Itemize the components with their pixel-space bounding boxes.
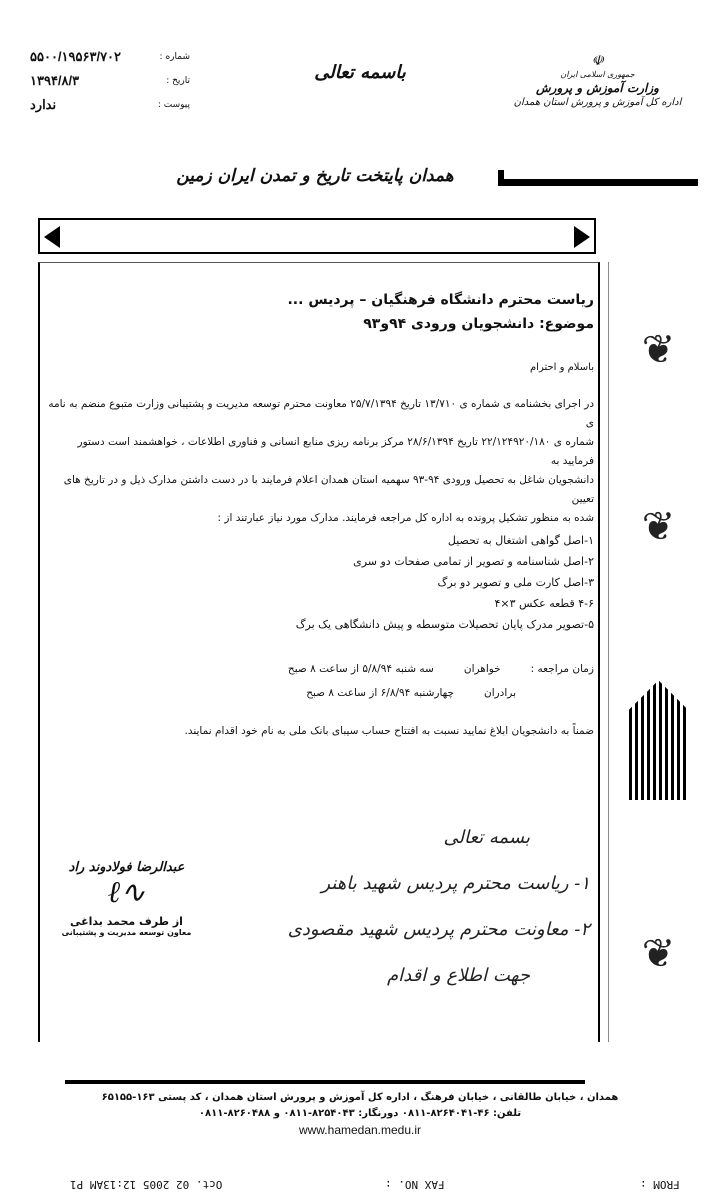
address: همدان ، خیابان طالقانی ، خیابان فرهنگ ، اداره کل آموزش و پرورش استان همدان ، کد پستی ۱۶۳-۶۵۱۵۵ [101,1092,619,1103]
handwritten-line: بسمه تعالی [443,827,530,848]
fax-number: FAX NO. : [385,1178,445,1191]
arrow-right-icon [574,226,590,248]
footer [20,1090,700,1138]
header-bar [498,170,698,186]
letter-meta [30,45,190,117]
list-item: ۴-۶ قطعه عکس ۳×۴ [494,597,594,610]
website-link[interactable]: www.hamedan.medu.ir [298,1123,422,1137]
handwritten-line: ۲- معاونت محترم پردیس شهید مقصودی [287,919,590,940]
emblem-icon: ☫ [591,53,604,69]
date-label: تاریخ : [166,76,190,86]
handwritten-referral [225,815,590,999]
list-item: ۳-اصل کارت ملی و تصویر دو برگ [437,576,594,589]
schedule [44,657,594,705]
banner-band [38,218,596,254]
body-paragraph [44,395,594,528]
letter-date: ۱۳۹۴/۸/۳ [30,73,80,88]
attach-label: پیوست : [157,100,190,110]
subject: موضوع: دانشجویان ورودی ۹۴و۹۳ [363,316,594,332]
schedule-label: زمان مراجعه : [530,663,594,675]
paragraph-line: دانشجویان شاغل به تحصیل ورودی ۹۴-۹۳ سهمیه استان همدان اعلام فرمایند با در دست داشتن مدارک ذیل و در تاریخ های تعیین [63,474,594,505]
emblem-line-2: وزارت آموزش و پرورش [536,80,659,95]
pen-icon [629,680,689,800]
letter-attachment: ندارد [30,97,57,112]
note: ضمناً به دانشجویان ابلاغ نمایید نسبت به افتتاح حساب سیبای بانک ملی به نام خود اقدام نمایند. [184,725,594,737]
signatory-title: معاون توسعه مدیریت و پشتیبانی [61,928,192,937]
on-behalf: از طرف محمد بداغی [70,915,183,928]
paragraph-line: شده به منظور تشکیل پرونده به اداره کل مراجعه فرمایند. مدارک مورد نیاز عبارتند از : [217,512,594,524]
footer-divider [65,1080,585,1084]
ornament-icon: ❦ [641,930,676,977]
handwritten-line: ۱- ریاست محترم پردیس شهید باهنر [321,873,590,894]
greeting: باسلام و احترام [529,362,594,373]
emblem-line-3: اداره کل آموزش و پرورش استان همدان [513,97,682,109]
signatory-handwritten: عبدالرضا فولادوند راد [68,860,185,875]
list-item: ۵-تصویر مدرک پایان تحصیلات متوسطه و پیش دانشگاهی یک برگ [295,618,594,631]
basmala: باسمه تعالی [314,62,406,83]
requirements-list [44,530,594,635]
motto: همدان پایتخت تاریخ و تمدن ایران زمین [176,166,454,186]
signature-icon: ∿ℓ [107,875,146,910]
letter-body [44,288,594,737]
signature-block [44,860,209,937]
paragraph-line: در اجرای بخشنامه ی شماره ی ۱۳/۷۱۰ تاریخ ۲۵/۷/۱۳۹۴ معاونت محترم توسعه مدیریت و پشتیبانی وزارت متبوع منضم به نامه ی [48,398,594,429]
ornament-column [608,262,708,1042]
letter-number: ۵۵۰۰/۱۹۵۶۳/۷۰۲ [30,49,122,64]
recipient: ریاست محترم دانشگاه فرهنگیان – پردیس ... [287,292,594,308]
arrow-left-icon [44,226,60,248]
number-label: شماره : [159,52,190,62]
paragraph-line: شماره ی ۲۲/۱۲۴۹۲۰/۱۸۰ تاریخ ۲۸/۶/۱۳۹۴ مرکز برنامه ریزی منابع انسانی و فناوری اطلاعات ، خواهشمند است دستور فرمایید به [77,436,594,467]
ministry-emblem [490,52,705,109]
schedule-time: چهارشنبه ۶/۸/۹۴ از ساعت ۸ صبح [306,687,454,699]
footer-address [20,1090,700,1122]
emblem-line-1: جمهوری اسلامی ایران [560,70,635,80]
ornament-icon: ❦ [641,503,676,550]
fax-from: FROM : [640,1178,680,1191]
list-item: ۲-اصل شناسنامه و تصویر از تمامی صفحات دو سری [353,555,594,568]
fax-timestamp: Oct. 02 2005 12:13AM P1 [70,1178,223,1191]
phones: تلفن: ۴۶-۸۲۶۴۰۴۱-۰۸۱۱ دورنگار: ۸۲۵۴۰۴۳-۰۸۱۱ و ۸۲۶۰۴۸۸-۰۸۱۱ [198,1108,522,1119]
schedule-time: سه شنبه ۵/۸/۹۴ از ساعت ۸ صبح [287,663,434,675]
ornament-icon: ❦ [641,327,676,374]
list-item: ۱-اصل گواهی اشتغال به تحصیل [447,534,594,547]
schedule-group: برادران [483,687,516,699]
schedule-group: خواهران [463,663,501,675]
handwritten-line: جهت اطلاع و اقدام [387,965,530,986]
